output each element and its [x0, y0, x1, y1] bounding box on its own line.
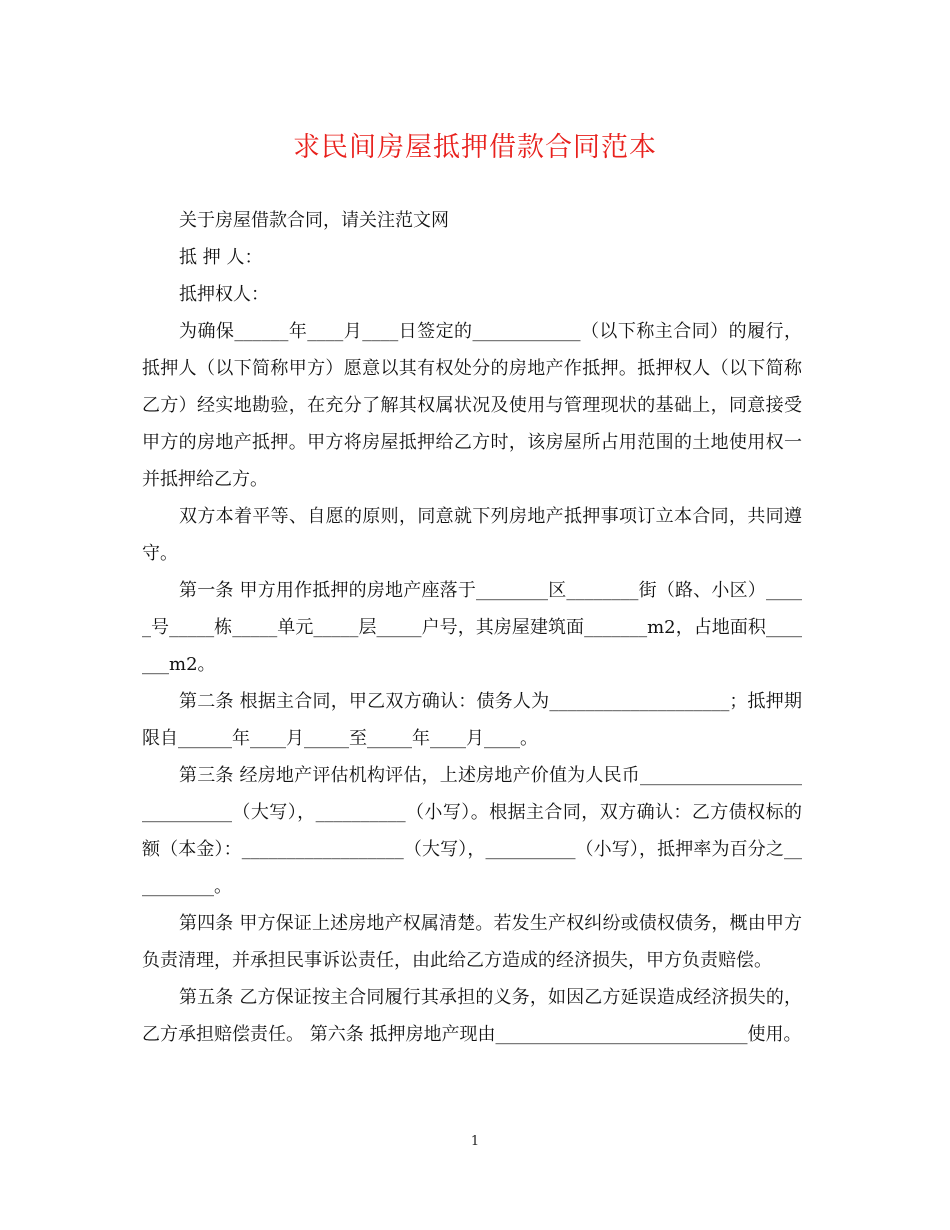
- article-2: 第二条 根据主合同，甲乙双方确认：债务人为____________________；抵押期限自______年____月_____至_____年____月____。: [142, 691, 802, 749]
- principle-paragraph: 双方本着平等、自愿的原则，同意就下列房地产抵押事项订立本合同，共同遵守。: [142, 506, 802, 564]
- article-5-6: 第五条 乙方保证按主合同履行其承担的义务，如因乙方延误造成经济损失的，乙方承担赔偿责任。 第六条 抵押房地产现由____________________________使用。: [142, 987, 802, 1045]
- document-title: 求民间房屋抵押借款合同范本: [293, 132, 657, 163]
- page-number: 1: [470, 1134, 480, 1149]
- article-3: 第三条 经房地产评估机构评估，上述房地产价值为人民币____________________________（大写），__________（小写）。根据主合同，双方确认：乙方债权标的额（本金）：__________________（大写），__________（小写），抵押率为百分之__________。: [142, 765, 802, 897]
- document-body: [142, 202, 802, 1053]
- mortgagee-line: 抵押权人：: [179, 284, 269, 305]
- preamble-paragraph: 为确保______年____月____日签定的____________（以下称主合同）的履行，抵押人（以下简称甲方）愿意以其有权处分的房地产作抵押。抵押权人（以下简称乙方）经实地勘验，在充分了解其权属状况及使用与管理现状的基础上，同意接受甲方的房地产抵押。甲方将房屋抵押给乙方时，该房屋所占用范围的土地使用权一并抵押给乙方。: [142, 321, 802, 490]
- article-1: 第一条 甲方用作抵押的房地产座落于________区________街（路、小区）_____号_____栋_____单元_____层_____户号，其房屋建筑面_______m2，占地面积_______m2。: [142, 580, 802, 675]
- intro-line: 关于房屋借款合同，请关注范文网: [179, 210, 449, 231]
- mortgagor-line: 抵 押 人：: [179, 247, 263, 268]
- article-4: 第四条 甲方保证上述房地产权属清楚。若发生产权纠纷或债权债务，概由甲方负责清理，并承担民事诉讼责任，由此给乙方造成的经济损失，甲方负责赔偿。: [142, 913, 802, 971]
